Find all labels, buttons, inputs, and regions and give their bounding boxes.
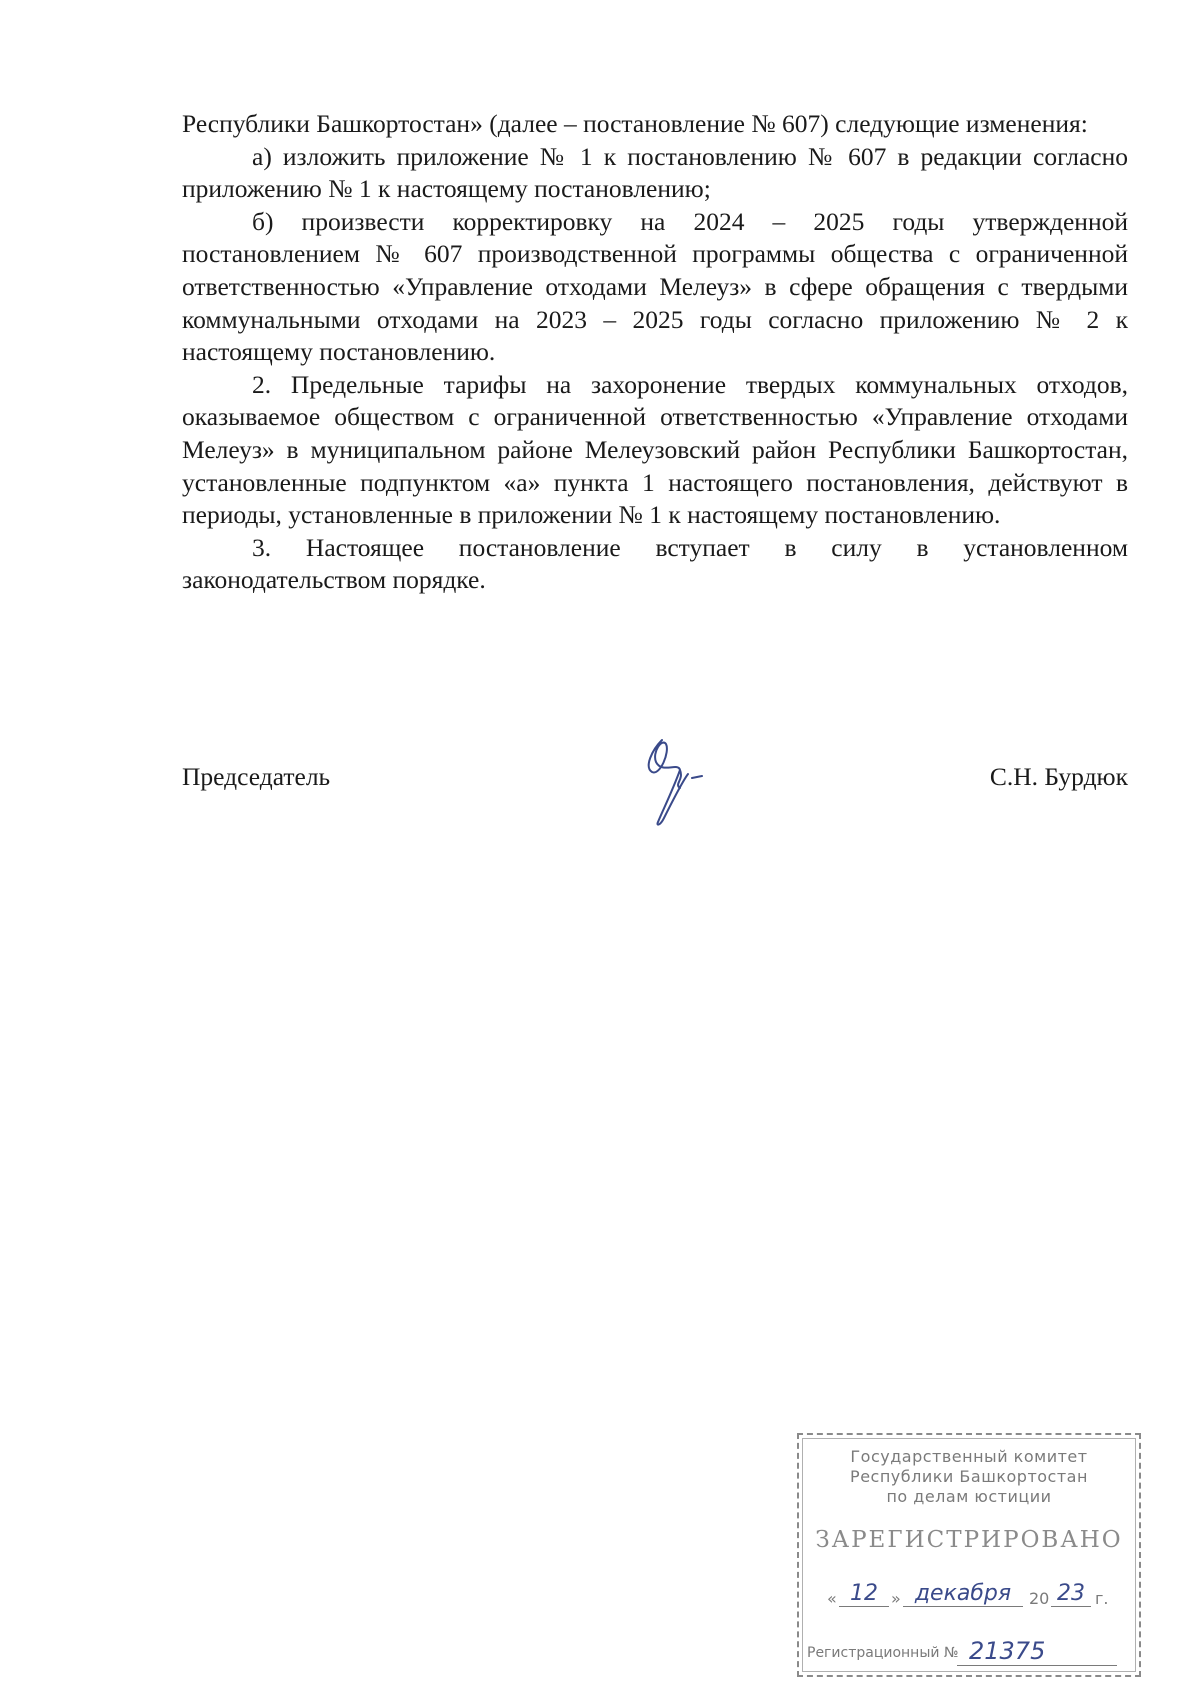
stamp-org-line: по делам юстиции [886, 1487, 1052, 1506]
paragraph-item-3: 3. Настоящее постановление вступает в силу в установленном законодательством порядке. [182, 532, 1128, 595]
signature-block [182, 762, 1128, 822]
stamp-day-slot [839, 1581, 889, 1607]
stamp-reg-label: Регистрационный № [807, 1645, 959, 1661]
stamp-org-line: Государственный комитет [850, 1447, 1088, 1466]
stamp-month-slot [903, 1581, 1023, 1607]
stamp-reg-number-slot [957, 1637, 1117, 1666]
stamp-open-quote: « [827, 1589, 837, 1608]
registration-stamp [797, 1433, 1141, 1677]
stamp-organization [799, 1447, 1139, 1507]
stamp-reg-number: 21375 [969, 1637, 1046, 1665]
signer-name: С.Н. Бурдюк [989, 762, 1128, 791]
paragraph-item-2: 2. Предельные тарифы на захоронение твердых коммунальных отходов, оказываемое обществом с ограниченной ответственностью «Управление отходами Мелеуз» в муниципальном районе Мелеузовский район Республики Башкортостан, установленные подпунктом «а» пункта 1 настоящего постановления, действуют в периоды, установленные в приложении № 1 к настоящему постановлению. [182, 369, 1128, 530]
paragraph-intro: Республики Башкортостан» (далее – постановление № 607) следующие изменения: [182, 109, 1088, 138]
signer-title: Председатель [182, 762, 331, 791]
handwritten-signature [622, 722, 732, 832]
stamp-year-unit: г. [1095, 1589, 1109, 1608]
stamp-date [827, 1581, 1117, 1611]
stamp-year-suffix: 23 [1057, 1581, 1085, 1606]
stamp-year-slot [1051, 1581, 1091, 1607]
stamp-registration-number [807, 1637, 1127, 1667]
stamp-month: декабря [914, 1581, 1012, 1606]
document-body [182, 108, 1128, 597]
stamp-year-prefix: 20 [1029, 1589, 1050, 1608]
stamp-org-line: Республики Башкортостан [850, 1467, 1088, 1486]
stamp-close-quote: » [891, 1589, 901, 1608]
paragraph-subitem-a: а) изложить приложение № 1 к постановлению № 607 в редакции согласно приложению № 1 к настоящему постановлению; [182, 141, 1128, 204]
stamp-day: 12 [850, 1581, 878, 1606]
stamp-registered-label: ЗАРЕГИСТРИРОВАНО [815, 1527, 1123, 1553]
paragraph-subitem-b: б) произвести корректировку на 2024 – 2025 годы утвержденной постановлением № 607 производственной программы общества с ограниченной ответственностью «Управление отходами Мелеуз» в сфере обращения с твердыми коммунальными отходами на 2023 – 2025 годы согласно приложению № 2 к настоящему постановлению. [182, 206, 1128, 367]
